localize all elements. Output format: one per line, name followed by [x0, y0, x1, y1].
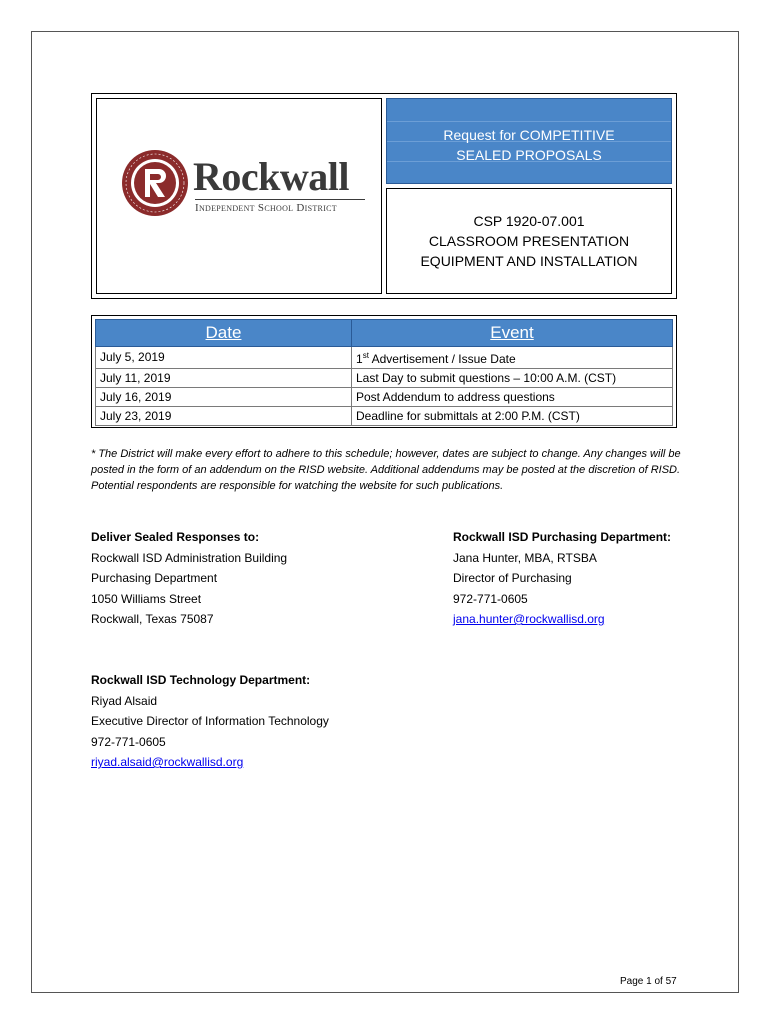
schedule-note: * The District will make every effort to adhere to this schedule; however, dates are subject to change. Any changes will be posted in the form of an addendum on the RISD website. Additional addendums may be posted at the discretion of RISD. Potential respondents are responsible for watching the website for such publications. [91, 448, 681, 492]
technology-block [91, 670, 329, 773]
logo-subtitle: Independent School District [195, 202, 337, 214]
table-row [96, 369, 673, 388]
logo-cell [96, 98, 382, 294]
logo-rule [195, 199, 365, 200]
csp-title-line-2: EQUIPMENT AND INSTALLATION [420, 253, 638, 269]
header-block [91, 93, 677, 299]
event-cell: Deadline for submittals at 2:00 P.M. (CST) [352, 407, 673, 426]
table-row [96, 407, 673, 426]
date-cell: July 16, 2019 [96, 388, 352, 407]
deliver-line: Rockwall ISD Administration Building [91, 550, 288, 565]
solicitation-cell [386, 188, 672, 294]
event-cell: Last Day to submit questions – 10:00 A.M. (CST) [352, 369, 673, 388]
event-cell: 1st Advertisement / Issue Date [352, 347, 673, 369]
purchasing-heading: Rockwall ISD Purchasing Department: [453, 530, 672, 544]
date-cell: July 23, 2019 [96, 407, 352, 426]
csp-number: CSP 1920-07.001 [473, 213, 585, 229]
deliver-line: 1050 Williams Street [91, 591, 202, 606]
deliver-line: Purchasing Department [91, 571, 218, 585]
purchasing-phone: 972-771-0605 [453, 591, 528, 606]
purchasing-email-link[interactable]: jana.hunter@rockwallisd.org [453, 612, 605, 626]
deliver-heading: Deliver Sealed Responses to: [91, 530, 260, 544]
date-cell: July 11, 2019 [96, 369, 352, 388]
title-banner [386, 98, 672, 184]
event-header: Event [352, 320, 673, 347]
technology-heading: Rockwall ISD Technology Department: [91, 673, 311, 687]
table-row [96, 388, 673, 407]
purchasing-block [453, 527, 671, 630]
date-header: Date [96, 320, 352, 347]
technology-phone: 972-771-0605 [91, 734, 166, 749]
table-row [96, 347, 673, 369]
page-number: Page 1 of 57 [620, 976, 677, 987]
event-cell: Post Addendum to address questions [352, 388, 673, 407]
deliver-line: Rockwall, Texas 75087 [91, 612, 214, 626]
deliver-block [91, 527, 287, 630]
title-line-2: SEALED PROPOSALS [456, 147, 602, 163]
technology-name: Riyad Alsaid [91, 693, 158, 708]
technology-email-link[interactable]: riyad.alsaid@rockwallisd.org [91, 755, 244, 769]
district-seal-icon [121, 149, 189, 217]
date-cell: July 5, 2019 [96, 347, 352, 369]
purchasing-name: Jana Hunter, MBA, RTSBA [453, 550, 597, 565]
logo-wordmark: Rockwall [193, 154, 349, 199]
schedule-table [91, 315, 677, 428]
title-line-1: Request for COMPETITIVE [443, 127, 615, 143]
purchasing-title: Director of Purchasing [453, 571, 572, 585]
csp-title-line-1: CLASSROOM PRESENTATION [428, 233, 630, 249]
technology-title: Executive Director of Information Technology [91, 714, 329, 728]
